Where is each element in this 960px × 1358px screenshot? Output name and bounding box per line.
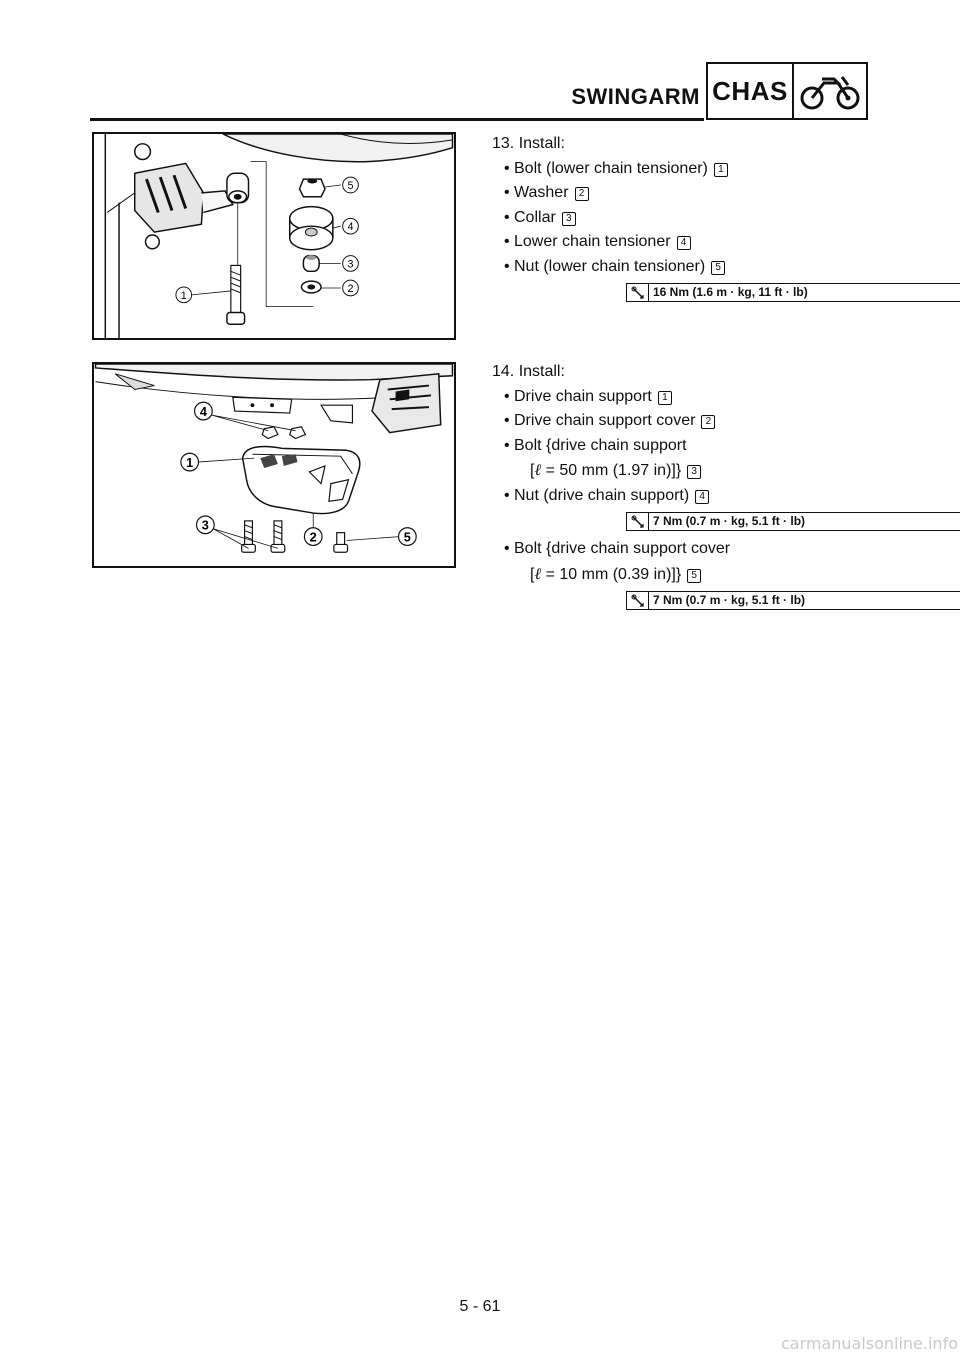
callout-ref: 3 [562,212,576,226]
torque-value: 7 Nm (0.7 m · kg, 5.1 ft · lb) [653,514,806,529]
header-rule [90,118,704,121]
list-item-continuation: [ℓ = 50 mm (1.97 in)]} 3 [492,458,872,484]
figure-2-illustration [94,364,454,566]
list-item: • Bolt {drive chain support [492,434,872,459]
callout-2 [304,528,322,546]
chapter-code: CHAS [708,64,794,118]
length-symbol: ℓ [534,460,542,479]
list-item: • Bolt {drive chain support cover [492,537,872,562]
list-item: • Bolt (lower chain tensioner) 1 [492,157,872,182]
callout-ref: 2 [701,415,715,429]
svg-text:3: 3 [347,258,354,271]
callout-ref: 5 [687,569,701,583]
page-number: 5 - 61 [459,1298,501,1315]
step-13 [492,132,872,308]
figure-lower-chain-tensioner [92,132,456,340]
figure-1-illustration [94,134,454,338]
motorcycle-icon [794,64,866,118]
torque-value: 7 Nm (0.7 m · kg, 5.1 ft · lb) [653,593,806,608]
torque-wrench-icon [627,284,649,301]
torque-spec [626,591,960,610]
callout-3 [197,516,215,534]
list-item: • Drive chain support 1 [492,385,872,410]
callout-ref: 1 [714,163,728,177]
chapter-badge [706,62,868,120]
callout-5 [343,177,359,193]
step-heading: 13. Install: [492,135,565,152]
callout-ref: 4 [677,236,691,250]
list-item: • Nut (lower chain tensioner) 5 [492,255,872,280]
list-item-continuation: [ℓ = 10 mm (0.39 in)]} 5 [492,562,872,588]
svg-text:3: 3 [201,517,209,533]
figure-drive-chain-support [92,362,456,568]
list-item: • Nut (drive chain support) 4 [492,484,872,509]
torque-spec [626,512,960,531]
svg-text:4: 4 [199,403,207,419]
callout-4 [343,218,359,234]
list-item: • Washer 2 [492,181,872,206]
svg-text:2: 2 [347,282,354,295]
svg-text:1: 1 [186,454,194,470]
callout-ref: 3 [687,465,701,479]
step-14 [492,360,872,616]
callout-ref: 1 [658,391,672,405]
torque-value: 16 Nm (1.6 m · kg, 11 ft · lb) [653,285,808,300]
callout-ref: 2 [575,187,589,201]
callout-1 [176,287,192,303]
list-item: • Lower chain tensioner 4 [492,230,872,255]
svg-text:4: 4 [347,221,354,234]
length-symbol: ℓ [534,563,542,583]
callout-5 [399,528,417,546]
callout-2 [343,280,359,296]
callout-ref: 4 [695,490,709,504]
svg-text:5: 5 [403,529,411,545]
torque-wrench-icon [627,513,649,530]
callout-ref: 5 [711,261,725,275]
watermark: carmanualsonline.info [780,1334,958,1353]
callout-4 [195,402,213,420]
svg-text:2: 2 [309,529,317,545]
step-heading: 14. Install: [492,363,565,380]
motorcycle-icon-graphic [798,71,862,111]
svg-text:1: 1 [180,289,187,302]
list-item: • Collar 3 [492,206,872,231]
section-title: SWINGARM [571,84,700,109]
list-item: • Drive chain support cover 2 [492,409,872,434]
callout-3 [343,256,359,272]
torque-wrench-icon [627,592,649,609]
svg-text:5: 5 [347,179,354,192]
callout-1 [181,453,199,471]
torque-spec [626,283,960,302]
